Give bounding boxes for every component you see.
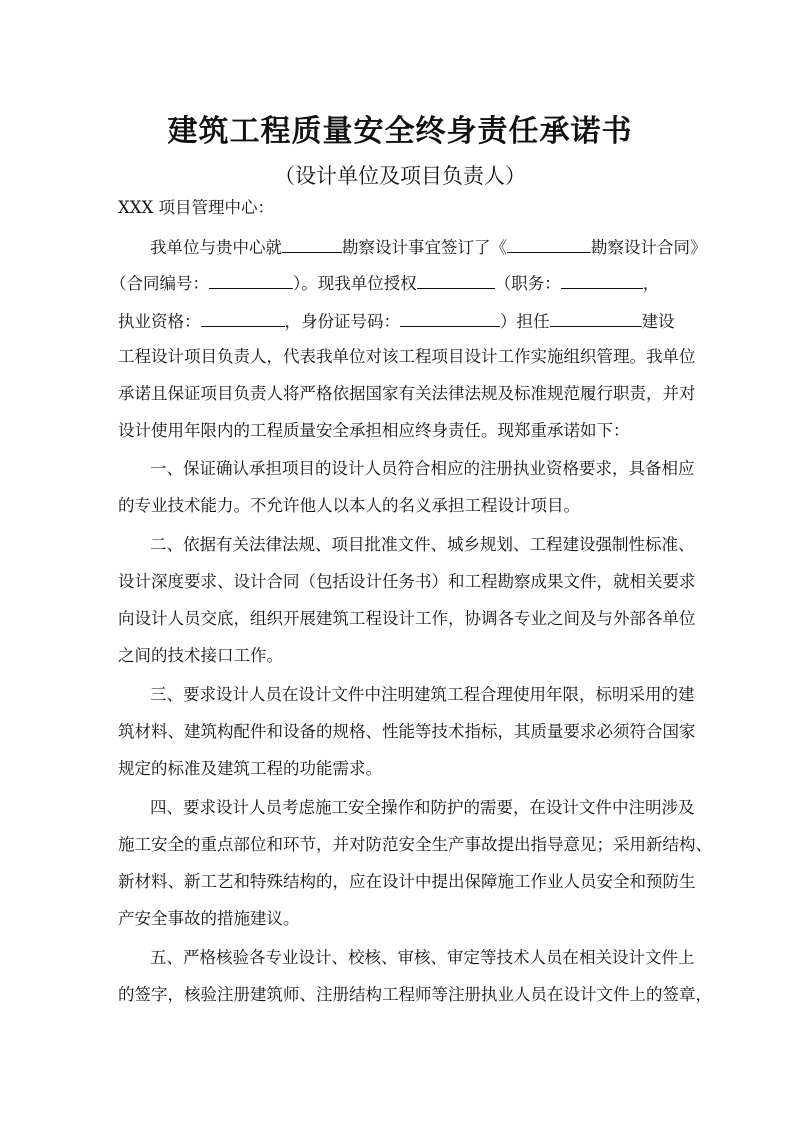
clause-2-line-3: 向设计人员交底，组织开展建筑工程设计工作，协调各专业之间及与外部各单位 xyxy=(118,609,696,628)
document-title: 建筑工程质量安全终身责任承诺书 xyxy=(167,114,633,149)
clause-4-line-2: 施工安全的重点部位和环节，并对防范安全生产事故提出指导意见；采用新结构、 xyxy=(118,835,712,854)
blank-id-number[interactable] xyxy=(400,310,500,327)
blank-qualification[interactable] xyxy=(201,310,285,327)
body-line-5: 承诺且保证项目负责人将严格依据国家有关法律法规及标准规范履行职责，并对 xyxy=(118,384,696,403)
line-text: ）担任 xyxy=(500,312,550,331)
clause-4-line-1: 四、要求设计人员考虑施工安全操作和防护的需要，在设计文件中注明涉及 xyxy=(150,798,695,817)
line-text: ， xyxy=(642,274,660,293)
clause-5-line-1: 五、严格核验各专业设计、校核、审核、审定等技术人员在相关设计文件上 xyxy=(150,948,695,967)
blank-contract-number[interactable] xyxy=(209,272,293,289)
line-text: ，身份证号码： xyxy=(284,312,400,331)
line-text: ）。现我单位授权 xyxy=(293,274,417,293)
body-line-4: 工程设计项目负责人，代表我单位对该工程项目设计工作实施组织管理。我单位 xyxy=(118,347,696,366)
line-text: 勘察设计合同》 xyxy=(591,238,707,257)
body-line-1 xyxy=(150,236,720,258)
body-line-6: 设计使用年限内的工程质量安全承担相应终身责任。现郑重承诺如下： xyxy=(118,421,630,440)
clause-3-line-2: 筑材料、建筑构配件和设备的规格、性能等技术指标，其质量要求必须符合国家 xyxy=(118,722,696,741)
line-text: （职务： xyxy=(494,274,561,293)
clause-4-line-4: 产安全事故的措施建议。 xyxy=(118,909,300,928)
line-text: 勘察设计事宜签订了《 xyxy=(342,238,507,257)
clause-2-line-4: 之间的技术接口工作。 xyxy=(118,646,283,665)
blank-position[interactable] xyxy=(561,272,643,289)
blank-project-name[interactable] xyxy=(282,236,342,253)
blank-contract-name[interactable] xyxy=(507,236,591,253)
document-subtitle: （设计单位及项目负责人） xyxy=(274,164,526,188)
line-text: 建设 xyxy=(641,312,675,331)
clause-4-line-3: 新材料、新工艺和特殊结构的，应在设计中提出保障施工作业人员安全和预防生 xyxy=(118,872,696,891)
clause-3-line-3: 规定的标准及建筑工程的功能需求。 xyxy=(118,759,382,778)
body-line-2 xyxy=(110,272,680,294)
blank-project[interactable] xyxy=(550,310,642,327)
line-text: 我单位与贵中心就 xyxy=(150,238,282,257)
clause-2-line-2: 设计深度要求、设计合同（包括设计任务书）和工程勘察成果文件，就相关要求 xyxy=(118,572,696,591)
line-text: （合同编号： xyxy=(110,274,209,293)
clause-3-line-1: 三、要求设计人员在设计文件中注明建筑工程合理使用年限，标明采用的建 xyxy=(150,685,695,704)
clause-2-line-1: 二、依据有关法律法规、项目批准文件、城乡规划、工程建设强制性标准、 xyxy=(150,535,695,554)
addressee: XXX 项目管理中心： xyxy=(118,198,274,217)
body-line-3 xyxy=(118,310,688,332)
clause-1-line-2: 的专业技术能力。不允许他人以本人的名义承担工程设计项目。 xyxy=(118,496,580,515)
clause-1-line-1: 一、保证确认承担项目的设计人员符合相应的注册执业资格要求，具备相应 xyxy=(150,459,695,478)
blank-authorized-person[interactable] xyxy=(417,272,495,289)
clause-5-line-2: 的签字，核验注册建筑师、注册结构工程师等注册执业人员在设计文件上的签章， xyxy=(118,985,712,1004)
line-text: 执业资格： xyxy=(118,312,201,331)
